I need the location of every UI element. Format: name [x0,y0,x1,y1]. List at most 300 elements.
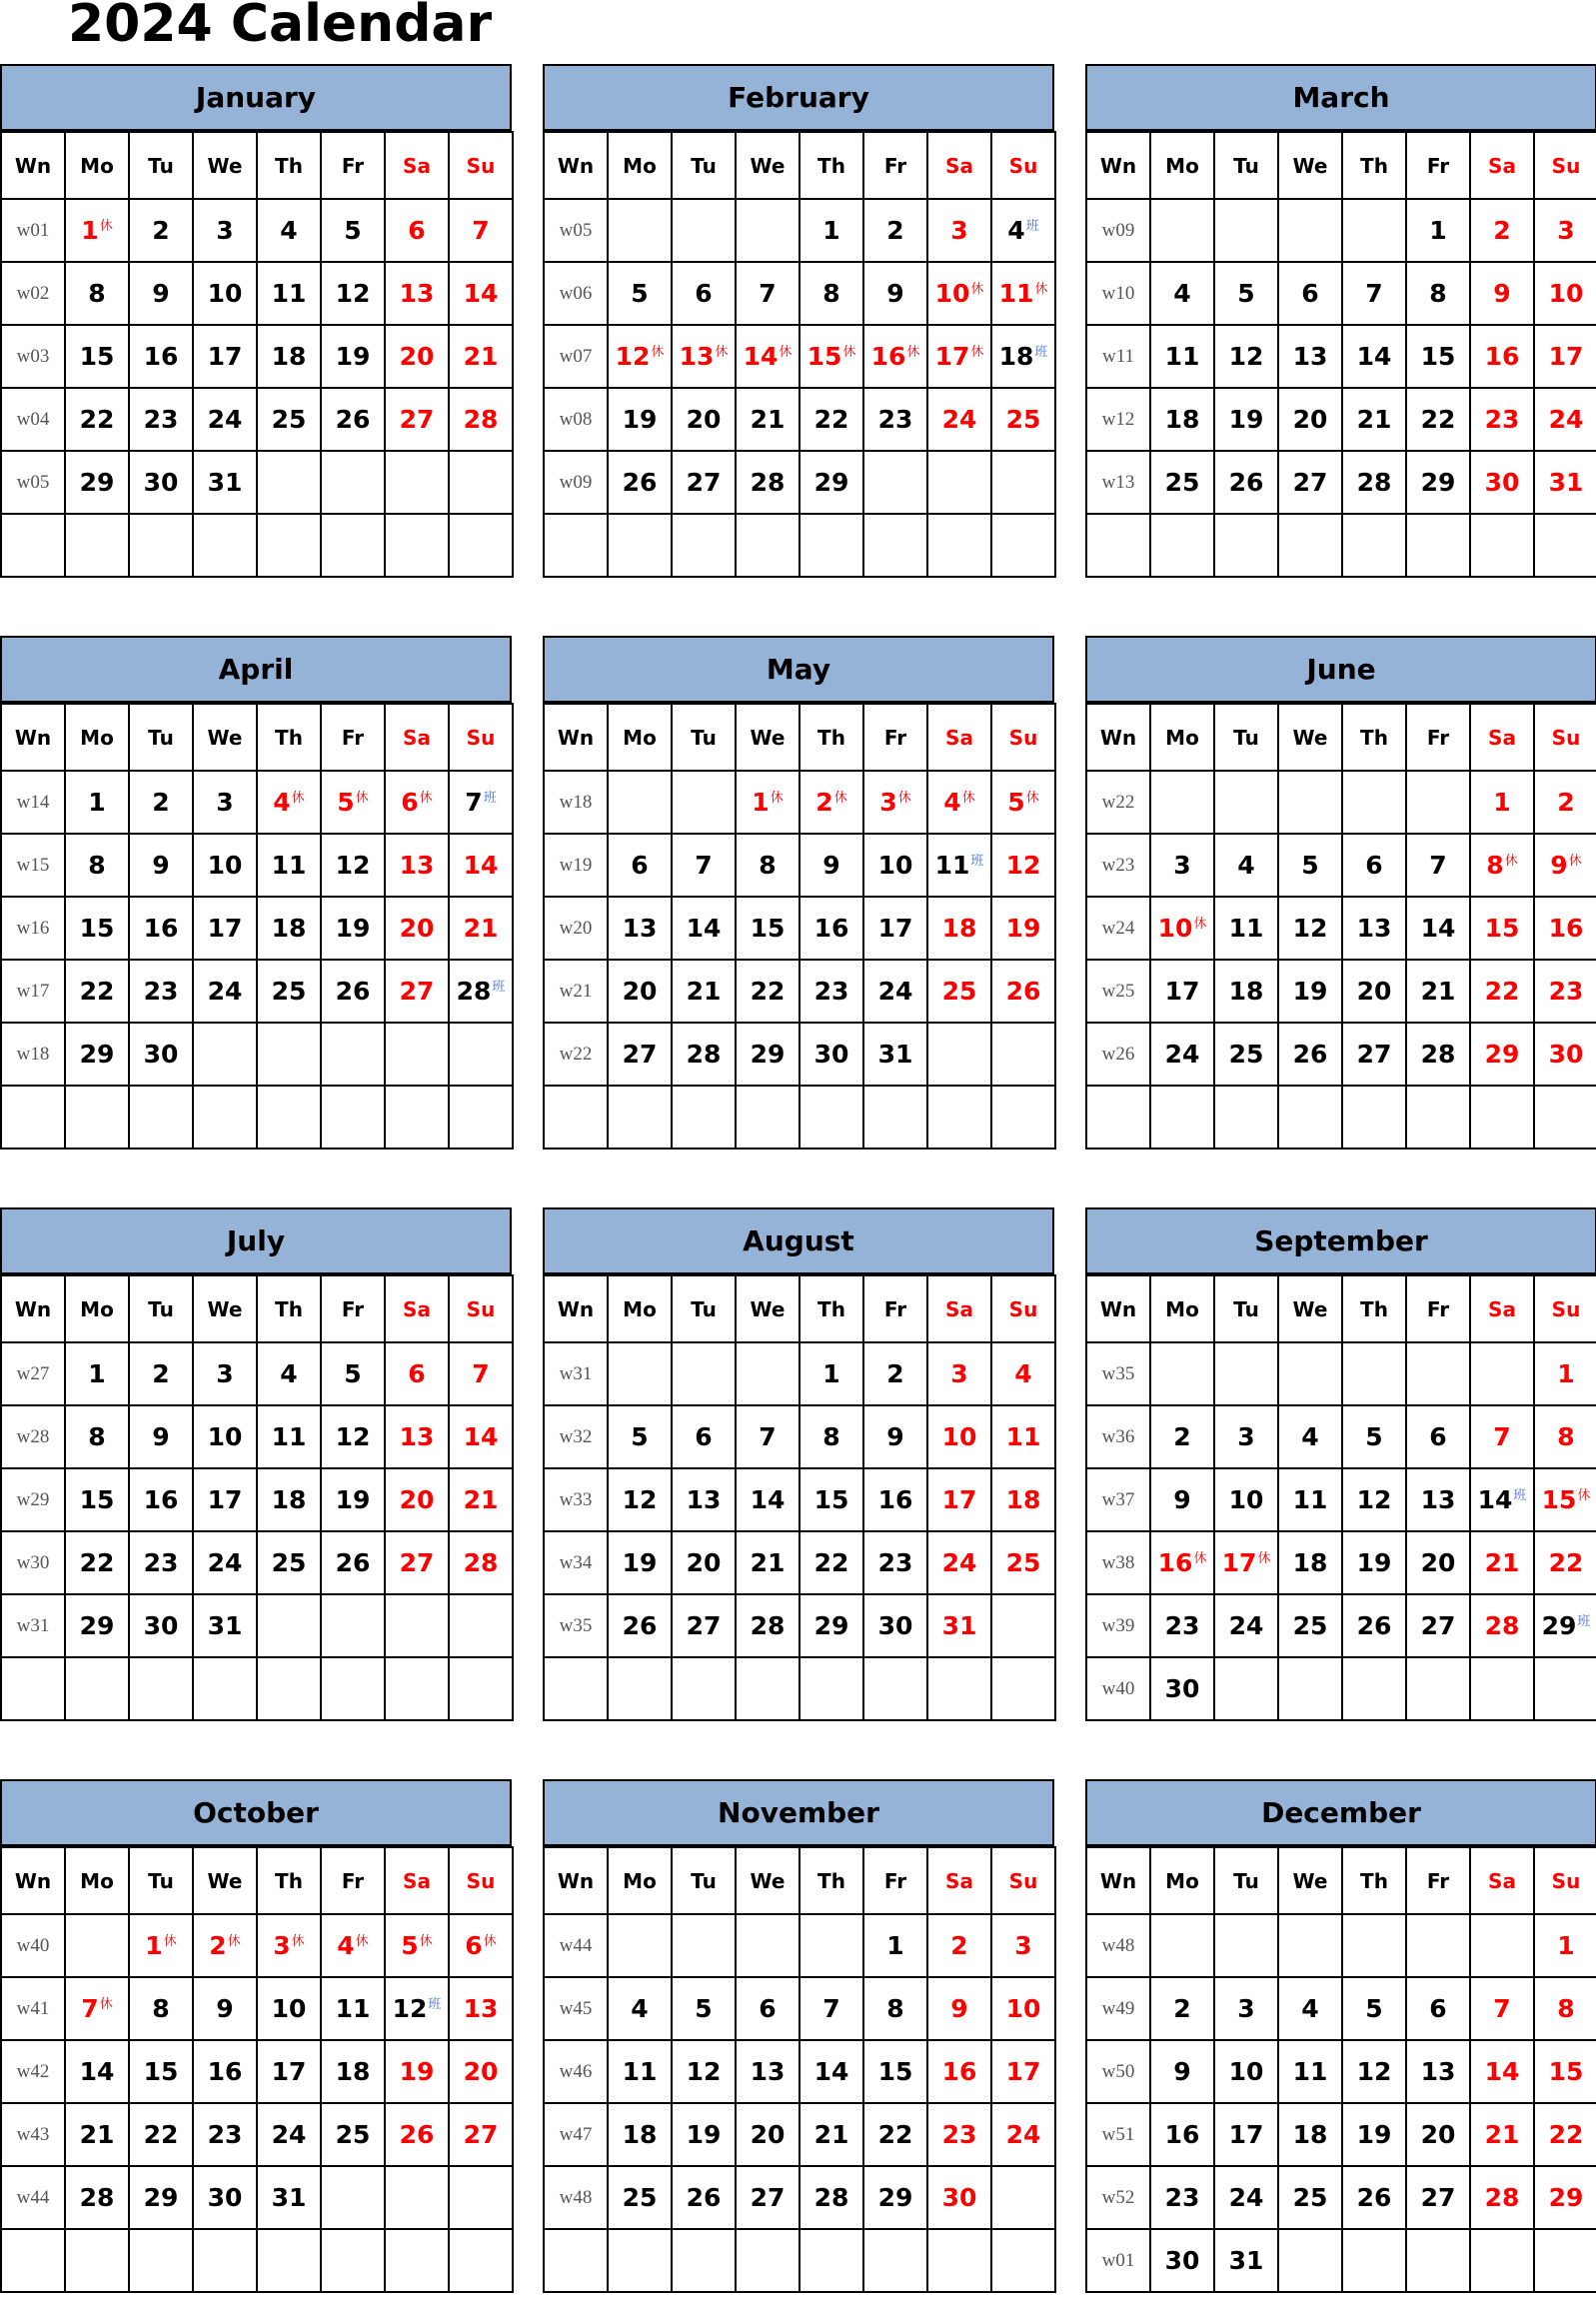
day-cell[interactable] [449,262,513,325]
day-cell[interactable] [863,1023,927,1086]
day-cell[interactable] [1150,2040,1214,2103]
day-cell[interactable] [257,1531,321,1594]
day-cell[interactable] [1214,262,1278,325]
day-cell[interactable] [1470,1405,1534,1468]
day-cell[interactable] [991,1023,1055,1086]
day-cell[interactable] [927,960,991,1023]
day-cell[interactable] [321,451,385,514]
day-cell[interactable] [1150,1405,1214,1468]
day-cell[interactable] [129,834,193,897]
day-cell[interactable] [449,1977,513,2040]
day-cell[interactable] [257,1977,321,2040]
day-cell[interactable] [65,1468,129,1531]
day-cell[interactable] [321,1657,385,1720]
day-cell[interactable] [672,2229,736,2292]
day-cell[interactable] [65,1405,129,1468]
day-cell[interactable] [863,1594,927,1657]
day-cell[interactable] [193,1023,257,1086]
day-cell[interactable] [672,1342,736,1405]
day-cell[interactable] [257,1594,321,1657]
day-cell[interactable] [672,1086,736,1149]
day-cell[interactable] [257,1657,321,1720]
day-cell[interactable] [193,1342,257,1405]
day-cell[interactable] [449,2040,513,2103]
day-cell[interactable] [257,199,321,262]
day-cell[interactable] [863,1977,927,2040]
day-cell[interactable] [991,1531,1055,1594]
day-cell[interactable] [1406,514,1470,577]
day-cell[interactable] [608,514,672,577]
day-cell[interactable] [1214,1086,1278,1149]
day-cell[interactable] [991,1977,1055,2040]
day-cell[interactable] [257,388,321,451]
day-cell[interactable] [1342,1405,1406,1468]
day-cell[interactable] [65,451,129,514]
day-cell[interactable] [449,1914,513,1977]
day-cell[interactable] [449,2229,513,2292]
day-cell[interactable] [65,771,129,834]
day-cell[interactable] [991,1086,1055,1149]
day-cell[interactable] [927,1531,991,1594]
day-cell[interactable] [1470,960,1534,1023]
day-cell[interactable] [799,514,863,577]
day-cell[interactable] [321,262,385,325]
day-cell[interactable] [1342,1594,1406,1657]
day-cell[interactable] [449,514,513,577]
day-cell[interactable] [736,2166,799,2229]
day-cell[interactable] [321,1023,385,1086]
day-cell[interactable] [736,834,799,897]
day-cell[interactable] [385,1977,449,2040]
day-cell[interactable] [1214,388,1278,451]
day-cell[interactable] [927,1657,991,1720]
day-cell[interactable] [129,2103,193,2166]
day-cell[interactable] [799,451,863,514]
day-cell[interactable] [1342,1342,1406,1405]
day-cell[interactable] [991,1914,1055,1977]
day-cell[interactable] [736,2103,799,2166]
day-cell[interactable] [257,2103,321,2166]
day-cell[interactable] [672,1531,736,1594]
day-cell[interactable] [927,514,991,577]
day-cell[interactable] [672,1405,736,1468]
day-cell[interactable] [736,514,799,577]
day-cell[interactable] [65,2166,129,2229]
day-cell[interactable] [385,1342,449,1405]
day-cell[interactable] [799,1342,863,1405]
day-cell[interactable] [1470,2229,1534,2292]
day-cell[interactable] [736,262,799,325]
day-cell[interactable] [193,834,257,897]
day-cell[interactable] [736,2040,799,2103]
day-cell[interactable] [1214,1914,1278,1977]
day-cell[interactable] [1214,1531,1278,1594]
day-cell[interactable] [1342,771,1406,834]
day-cell[interactable] [1342,897,1406,960]
day-cell[interactable] [321,388,385,451]
day-cell[interactable] [193,2040,257,2103]
day-cell[interactable] [927,1086,991,1149]
day-cell[interactable] [799,388,863,451]
day-cell[interactable] [1406,897,1470,960]
day-cell[interactable] [927,897,991,960]
day-cell[interactable] [1406,2103,1470,2166]
day-cell[interactable] [321,2103,385,2166]
day-cell[interactable] [608,262,672,325]
day-cell[interactable] [799,2166,863,2229]
day-cell[interactable] [449,771,513,834]
day-cell[interactable] [449,1531,513,1594]
day-cell[interactable] [608,1914,672,1977]
day-cell[interactable] [799,2040,863,2103]
day-cell[interactable] [1278,451,1342,514]
day-cell[interactable] [1406,199,1470,262]
day-cell[interactable] [863,1468,927,1531]
day-cell[interactable] [1342,2229,1406,2292]
day-cell[interactable] [799,2103,863,2166]
day-cell[interactable] [799,199,863,262]
day-cell[interactable] [257,897,321,960]
day-cell[interactable] [991,1594,1055,1657]
day-cell[interactable] [736,388,799,451]
day-cell[interactable] [991,325,1055,388]
day-cell[interactable] [129,2229,193,2292]
day-cell[interactable] [193,262,257,325]
day-cell[interactable] [799,771,863,834]
day-cell[interactable] [1150,1468,1214,1531]
day-cell[interactable] [1534,960,1596,1023]
day-cell[interactable] [193,1531,257,1594]
day-cell[interactable] [257,2229,321,2292]
day-cell[interactable] [672,960,736,1023]
day-cell[interactable] [608,325,672,388]
day-cell[interactable] [672,1657,736,1720]
day-cell[interactable] [1214,1342,1278,1405]
day-cell[interactable] [65,1342,129,1405]
day-cell[interactable] [193,514,257,577]
day-cell[interactable] [799,1086,863,1149]
day-cell[interactable] [1278,2040,1342,2103]
day-cell[interactable] [863,1405,927,1468]
day-cell[interactable] [863,2229,927,2292]
day-cell[interactable] [863,1914,927,1977]
day-cell[interactable] [1278,388,1342,451]
day-cell[interactable] [608,834,672,897]
day-cell[interactable] [1470,2040,1534,2103]
day-cell[interactable] [449,451,513,514]
day-cell[interactable] [1150,2229,1214,2292]
day-cell[interactable] [863,834,927,897]
day-cell[interactable] [385,897,449,960]
day-cell[interactable] [672,451,736,514]
day-cell[interactable] [321,1531,385,1594]
day-cell[interactable] [1150,960,1214,1023]
day-cell[interactable] [608,388,672,451]
day-cell[interactable] [321,1594,385,1657]
day-cell[interactable] [1470,1468,1534,1531]
day-cell[interactable] [1406,771,1470,834]
day-cell[interactable] [927,834,991,897]
day-cell[interactable] [1406,2040,1470,2103]
day-cell[interactable] [449,1405,513,1468]
day-cell[interactable] [385,2166,449,2229]
day-cell[interactable] [257,960,321,1023]
day-cell[interactable] [1150,388,1214,451]
day-cell[interactable] [863,325,927,388]
day-cell[interactable] [1278,2103,1342,2166]
day-cell[interactable] [1406,1405,1470,1468]
day-cell[interactable] [1534,897,1596,960]
day-cell[interactable] [672,2103,736,2166]
day-cell[interactable] [193,2229,257,2292]
day-cell[interactable] [1342,2040,1406,2103]
day-cell[interactable] [736,451,799,514]
day-cell[interactable] [65,1023,129,1086]
day-cell[interactable] [1406,388,1470,451]
day-cell[interactable] [449,199,513,262]
day-cell[interactable] [1534,2229,1596,2292]
day-cell[interactable] [193,451,257,514]
day-cell[interactable] [608,1977,672,2040]
day-cell[interactable] [321,2040,385,2103]
day-cell[interactable] [193,199,257,262]
day-cell[interactable] [129,2040,193,2103]
day-cell[interactable] [1342,325,1406,388]
day-cell[interactable] [129,1657,193,1720]
day-cell[interactable] [193,388,257,451]
day-cell[interactable] [385,451,449,514]
day-cell[interactable] [321,2166,385,2229]
day-cell[interactable] [449,1086,513,1149]
day-cell[interactable] [736,1023,799,1086]
day-cell[interactable] [799,1657,863,1720]
day-cell[interactable] [1214,325,1278,388]
day-cell[interactable] [1406,1657,1470,1720]
day-cell[interactable] [1342,2166,1406,2229]
day-cell[interactable] [1150,1342,1214,1405]
day-cell[interactable] [1534,1657,1596,1720]
day-cell[interactable] [1406,262,1470,325]
day-cell[interactable] [65,2103,129,2166]
day-cell[interactable] [1470,388,1534,451]
day-cell[interactable] [1342,960,1406,1023]
day-cell[interactable] [193,1086,257,1149]
day-cell[interactable] [257,514,321,577]
day-cell[interactable] [129,262,193,325]
day-cell[interactable] [1214,771,1278,834]
day-cell[interactable] [65,1086,129,1149]
day-cell[interactable] [1278,1468,1342,1531]
day-cell[interactable] [1534,2103,1596,2166]
day-cell[interactable] [1470,1594,1534,1657]
day-cell[interactable] [129,960,193,1023]
day-cell[interactable] [1278,897,1342,960]
day-cell[interactable] [1342,1468,1406,1531]
day-cell[interactable] [991,262,1055,325]
day-cell[interactable] [1406,1086,1470,1149]
day-cell[interactable] [193,897,257,960]
day-cell[interactable] [799,960,863,1023]
day-cell[interactable] [991,897,1055,960]
day-cell[interactable] [1534,388,1596,451]
day-cell[interactable] [608,771,672,834]
day-cell[interactable] [385,1531,449,1594]
day-cell[interactable] [1342,1657,1406,1720]
day-cell[interactable] [65,834,129,897]
day-cell[interactable] [736,1531,799,1594]
day-cell[interactable] [927,2166,991,2229]
day-cell[interactable] [1150,199,1214,262]
day-cell[interactable] [1278,262,1342,325]
day-cell[interactable] [1342,262,1406,325]
day-cell[interactable] [1470,1657,1534,1720]
day-cell[interactable] [193,2166,257,2229]
day-cell[interactable] [257,771,321,834]
day-cell[interactable] [1534,262,1596,325]
day-cell[interactable] [1342,2103,1406,2166]
day-cell[interactable] [385,1594,449,1657]
day-cell[interactable] [991,1342,1055,1405]
day-cell[interactable] [1150,771,1214,834]
day-cell[interactable] [608,1531,672,1594]
day-cell[interactable] [1406,1977,1470,2040]
day-cell[interactable] [385,1468,449,1531]
day-cell[interactable] [1278,1531,1342,1594]
day-cell[interactable] [991,960,1055,1023]
day-cell[interactable] [1278,199,1342,262]
day-cell[interactable] [1214,1468,1278,1531]
day-cell[interactable] [927,771,991,834]
day-cell[interactable] [1534,514,1596,577]
day-cell[interactable] [672,1977,736,2040]
day-cell[interactable] [863,960,927,1023]
day-cell[interactable] [1470,1977,1534,2040]
day-cell[interactable] [129,1914,193,1977]
day-cell[interactable] [1150,897,1214,960]
day-cell[interactable] [385,1914,449,1977]
day-cell[interactable] [991,1405,1055,1468]
day-cell[interactable] [193,325,257,388]
day-cell[interactable] [1470,834,1534,897]
day-cell[interactable] [1150,834,1214,897]
day-cell[interactable] [1150,1657,1214,1720]
day-cell[interactable] [129,771,193,834]
day-cell[interactable] [1470,1086,1534,1149]
day-cell[interactable] [193,1594,257,1657]
day-cell[interactable] [193,1977,257,2040]
day-cell[interactable] [608,2229,672,2292]
day-cell[interactable] [257,1914,321,1977]
day-cell[interactable] [799,1023,863,1086]
day-cell[interactable] [449,1342,513,1405]
day-cell[interactable] [736,1468,799,1531]
day-cell[interactable] [672,771,736,834]
day-cell[interactable] [608,960,672,1023]
day-cell[interactable] [1342,1531,1406,1594]
day-cell[interactable] [927,1914,991,1977]
day-cell[interactable] [1406,2166,1470,2229]
day-cell[interactable] [129,514,193,577]
day-cell[interactable] [1150,2166,1214,2229]
day-cell[interactable] [385,262,449,325]
day-cell[interactable] [1470,1023,1534,1086]
day-cell[interactable] [321,834,385,897]
day-cell[interactable] [1342,1977,1406,2040]
day-cell[interactable] [65,2040,129,2103]
day-cell[interactable] [385,2040,449,2103]
day-cell[interactable] [1278,1342,1342,1405]
day-cell[interactable] [863,1657,927,1720]
day-cell[interactable] [257,1468,321,1531]
day-cell[interactable] [1470,1914,1534,1977]
day-cell[interactable] [927,262,991,325]
day-cell[interactable] [1534,1977,1596,2040]
day-cell[interactable] [1150,1086,1214,1149]
day-cell[interactable] [1214,2166,1278,2229]
day-cell[interactable] [799,2229,863,2292]
day-cell[interactable] [1150,514,1214,577]
day-cell[interactable] [863,1086,927,1149]
day-cell[interactable] [736,897,799,960]
day-cell[interactable] [1406,1594,1470,1657]
day-cell[interactable] [1214,451,1278,514]
day-cell[interactable] [65,325,129,388]
day-cell[interactable] [193,1405,257,1468]
day-cell[interactable] [257,1342,321,1405]
day-cell[interactable] [129,199,193,262]
day-cell[interactable] [1534,1468,1596,1531]
day-cell[interactable] [991,834,1055,897]
day-cell[interactable] [991,771,1055,834]
day-cell[interactable] [385,2229,449,2292]
day-cell[interactable] [321,771,385,834]
day-cell[interactable] [1342,388,1406,451]
day-cell[interactable] [1278,2229,1342,2292]
day-cell[interactable] [193,1468,257,1531]
day-cell[interactable] [1342,1914,1406,1977]
day-cell[interactable] [1534,325,1596,388]
day-cell[interactable] [65,897,129,960]
day-cell[interactable] [1470,1342,1534,1405]
day-cell[interactable] [321,1342,385,1405]
day-cell[interactable] [321,1405,385,1468]
day-cell[interactable] [385,1086,449,1149]
day-cell[interactable] [65,960,129,1023]
day-cell[interactable] [449,834,513,897]
day-cell[interactable] [672,388,736,451]
day-cell[interactable] [608,1405,672,1468]
day-cell[interactable] [1278,771,1342,834]
day-cell[interactable] [608,1594,672,1657]
day-cell[interactable] [991,451,1055,514]
day-cell[interactable] [1342,451,1406,514]
day-cell[interactable] [65,1657,129,1720]
day-cell[interactable] [1342,1023,1406,1086]
day-cell[interactable] [1150,2103,1214,2166]
day-cell[interactable] [1470,514,1534,577]
day-cell[interactable] [1406,451,1470,514]
day-cell[interactable] [991,388,1055,451]
day-cell[interactable] [449,960,513,1023]
day-cell[interactable] [863,1342,927,1405]
day-cell[interactable] [736,1594,799,1657]
day-cell[interactable] [1278,1594,1342,1657]
day-cell[interactable] [321,325,385,388]
day-cell[interactable] [927,325,991,388]
day-cell[interactable] [257,1023,321,1086]
day-cell[interactable] [449,1594,513,1657]
day-cell[interactable] [927,1342,991,1405]
